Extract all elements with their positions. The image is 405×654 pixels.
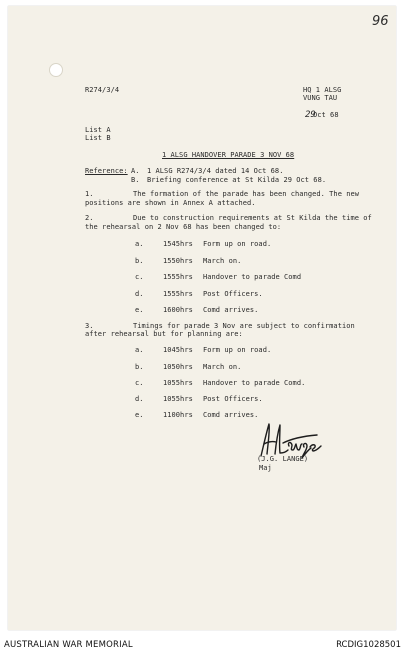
item-letter: c. bbox=[135, 273, 144, 281]
item-text: Comd arrives. bbox=[203, 306, 259, 314]
item-text: Handover to parade Comd bbox=[203, 273, 302, 281]
item-time: 1550hrs bbox=[163, 257, 193, 265]
paragraph-text: after rehearsal but for planning are: bbox=[85, 330, 243, 338]
item-text: Form up on road. bbox=[203, 346, 272, 354]
item-letter: a. bbox=[135, 240, 144, 248]
item-time: 1600hrs bbox=[163, 306, 193, 314]
item-time: 1555hrs bbox=[163, 273, 193, 281]
item-letter: d. bbox=[135, 395, 144, 403]
signatory-name: (J.G. LANGE) bbox=[257, 455, 309, 463]
item-time: 1055hrs bbox=[163, 395, 193, 403]
item-letter: d. bbox=[135, 290, 144, 298]
item-time: 1100hrs bbox=[163, 411, 193, 419]
list-b: List B bbox=[85, 134, 111, 142]
hq-line-1: HQ 1 ALSG bbox=[303, 86, 342, 94]
paragraph-text: the rehearsal on 2 Nov 68 has been changed to: bbox=[85, 223, 282, 231]
paragraph-text: Due to construction requirements at St Kilda the time of bbox=[133, 214, 372, 222]
document-title: 1 ALSG HANDOVER PARADE 3 NOV 68 bbox=[162, 151, 295, 159]
item-time: 1045hrs bbox=[163, 346, 193, 354]
page-number: 96 bbox=[372, 14, 389, 29]
item-letter: b. bbox=[135, 363, 144, 371]
item-letter: e. bbox=[135, 306, 144, 314]
paragraph-text: Timings for parade 3 Nov are subject to confirmation bbox=[133, 322, 355, 330]
reference-letter: B. bbox=[131, 176, 140, 184]
item-letter: b. bbox=[135, 257, 144, 265]
list-a: List A bbox=[85, 126, 111, 134]
reference-text: Briefing conference at St Kilda 29 Oct 68. bbox=[147, 176, 327, 184]
reference-text: 1 ALSG R274/3/4 dated 14 Oct 68. bbox=[147, 167, 284, 175]
item-text: March on. bbox=[203, 363, 242, 371]
hq-line-2: VUNG TAU bbox=[303, 94, 338, 102]
item-letter: c. bbox=[135, 379, 144, 387]
paragraph-number: 2. bbox=[85, 214, 94, 222]
date-overstrike: 29 bbox=[305, 110, 316, 120]
archive-name: AUSTRALIAN WAR MEMORIAL bbox=[4, 640, 133, 650]
item-text: Comd arrives. bbox=[203, 411, 259, 419]
file-reference: R274/3/4 bbox=[85, 86, 120, 94]
paragraph-number: 3. bbox=[85, 322, 94, 330]
document-page bbox=[8, 6, 396, 630]
reference-label: Reference: bbox=[85, 167, 128, 175]
item-letter: a. bbox=[135, 346, 144, 354]
item-letter: e. bbox=[135, 411, 144, 419]
archive-footer bbox=[0, 637, 405, 654]
item-text: Handover to parade Comd. bbox=[203, 379, 306, 387]
handwritten-signature bbox=[253, 420, 323, 460]
item-time: 1050hrs bbox=[163, 363, 193, 371]
punch-hole bbox=[49, 63, 63, 77]
item-text: Post Officers. bbox=[203, 290, 263, 298]
archive-id: RCDIG1028501 bbox=[336, 640, 401, 650]
paragraph-text: positions are shown in Annex A attached. bbox=[85, 199, 256, 207]
paragraph-number: 1. bbox=[85, 190, 94, 198]
reference-letter: A. bbox=[131, 167, 140, 175]
paragraph-text: The formation of the parade has been changed. The new bbox=[133, 190, 360, 198]
item-text: Post Officers. bbox=[203, 395, 263, 403]
item-text: March on. bbox=[203, 257, 242, 265]
date-line: Oct 68 bbox=[313, 111, 339, 119]
item-time: 1545hrs bbox=[163, 240, 193, 248]
item-time: 1555hrs bbox=[163, 290, 193, 298]
item-time: 1055hrs bbox=[163, 379, 193, 387]
signatory-rank: Maj bbox=[259, 464, 272, 472]
item-text: Form up on road. bbox=[203, 240, 272, 248]
